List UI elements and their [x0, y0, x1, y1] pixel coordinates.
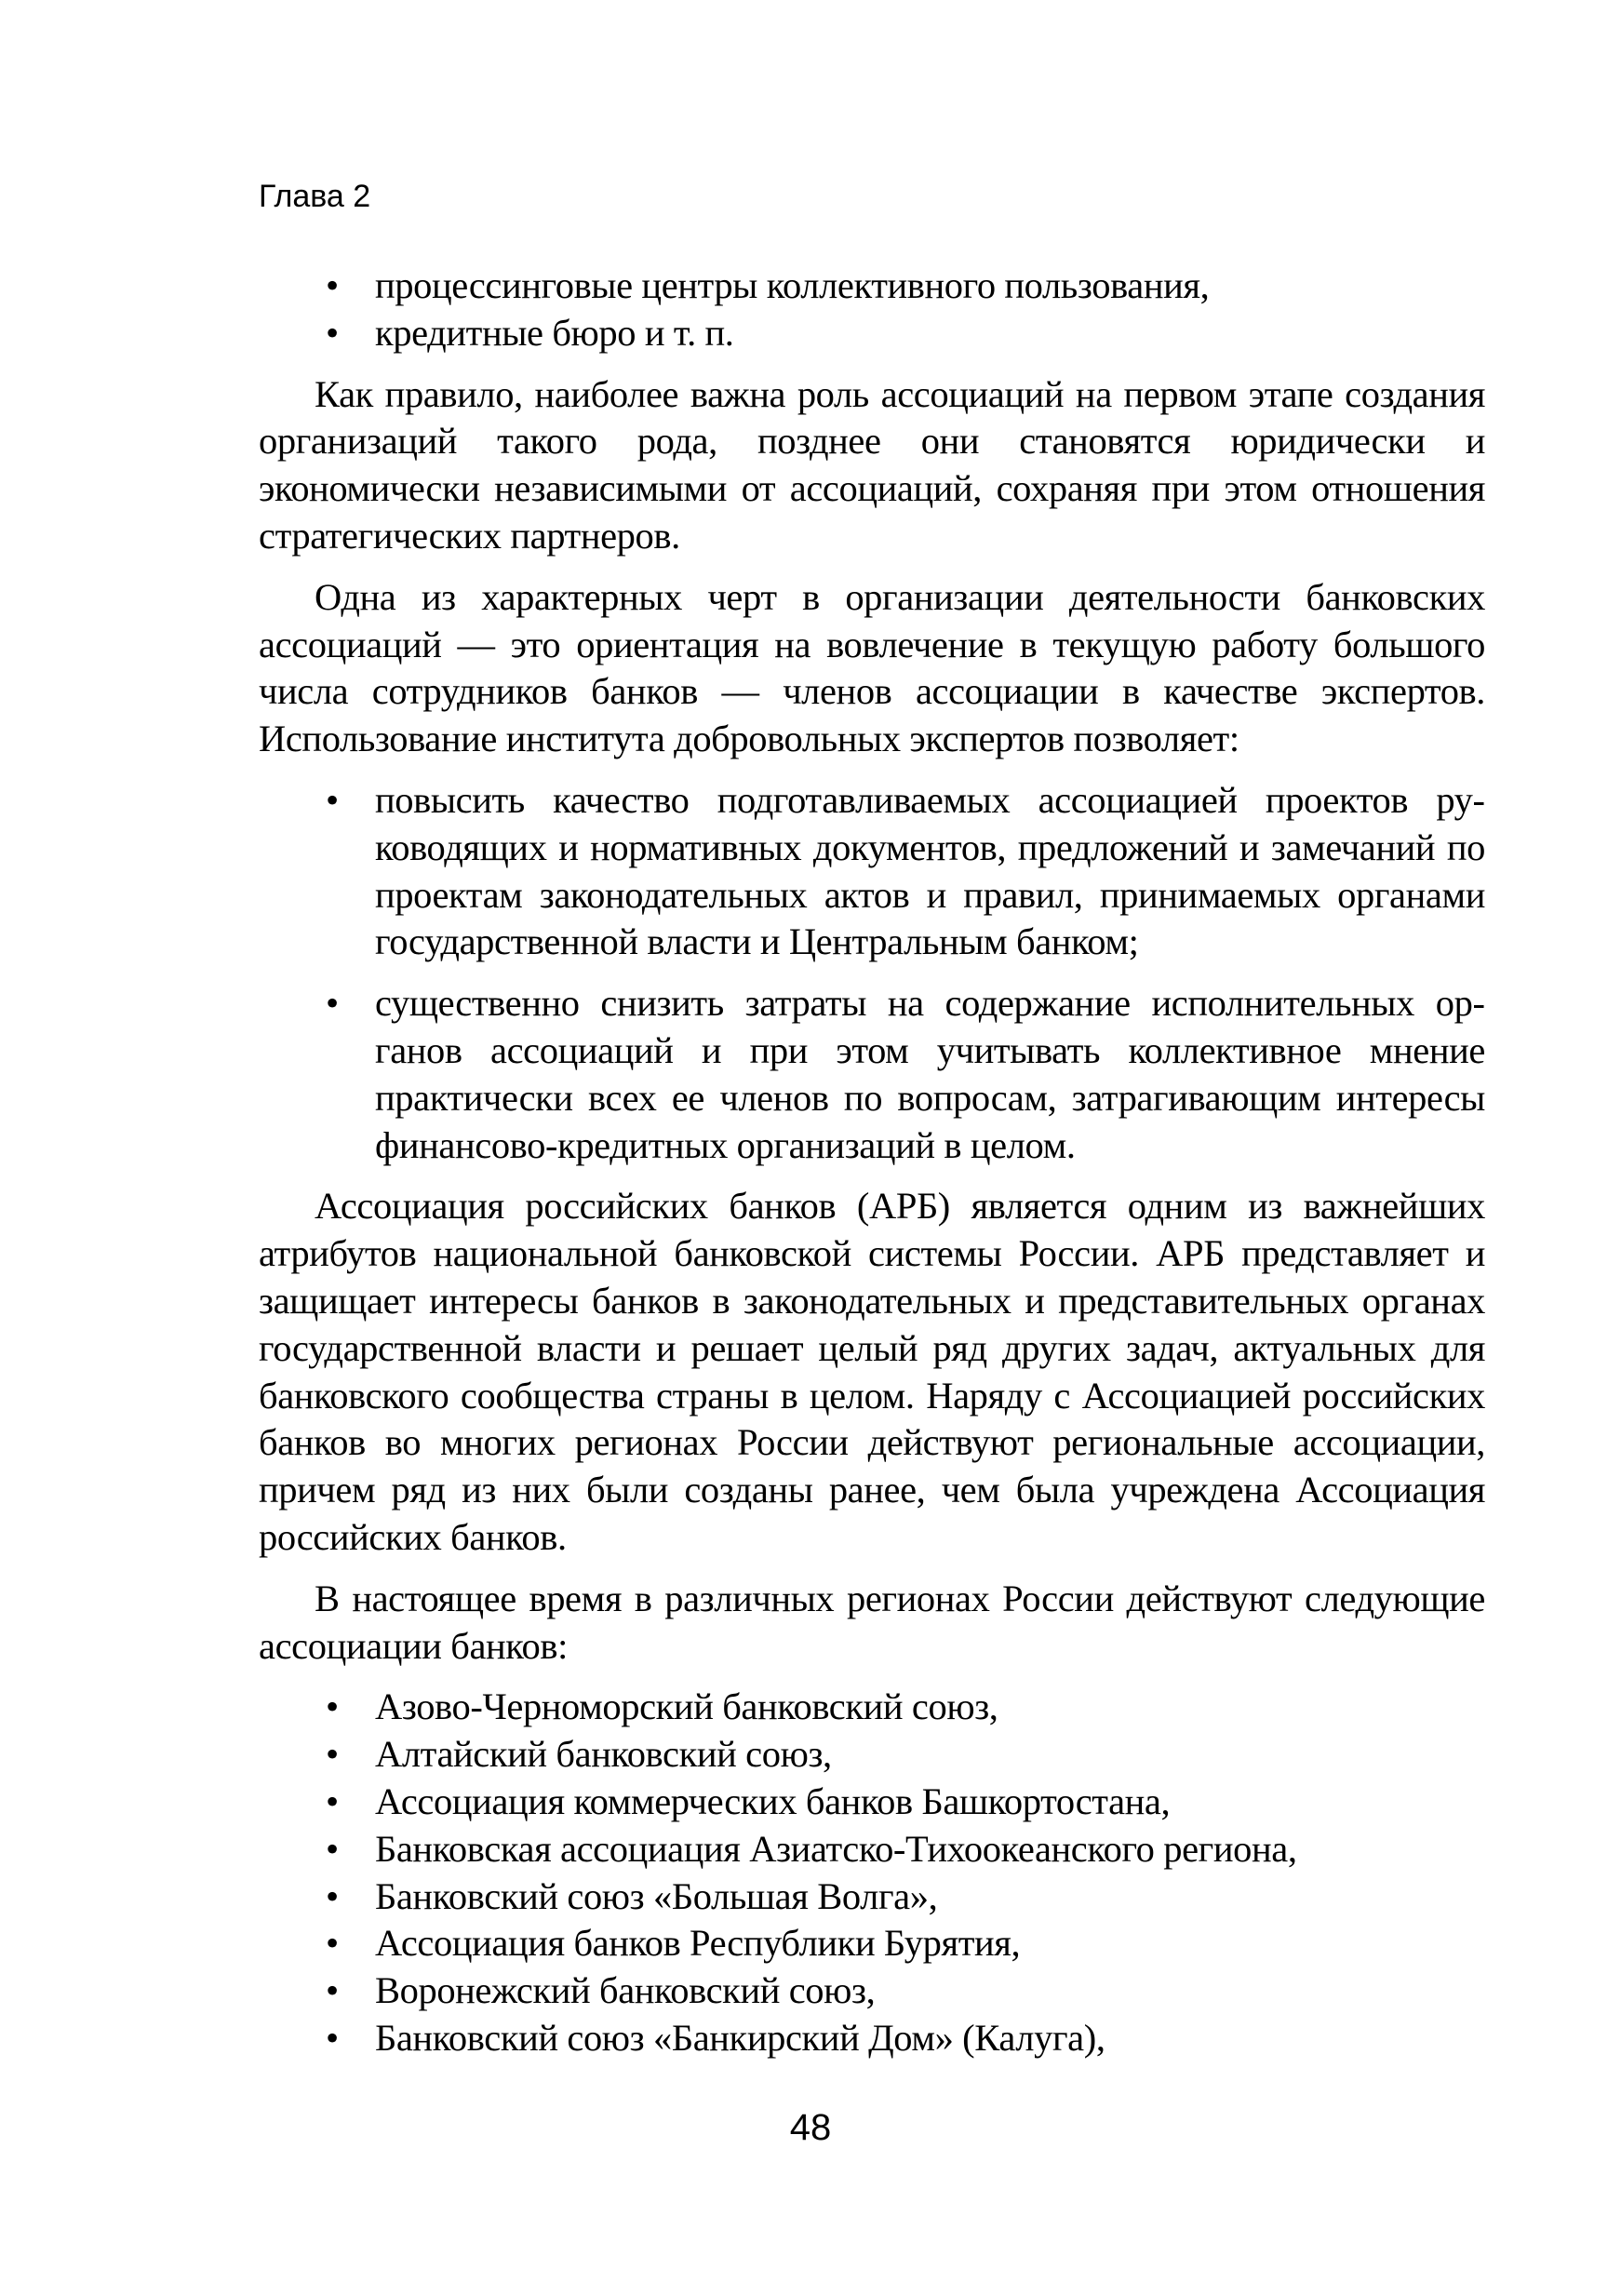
page-number: 48	[789, 2107, 832, 2148]
list-item-text: Ассоциация коммерческих банков Башкортостана,	[375, 1779, 1171, 1822]
spacer	[259, 1169, 1485, 1183]
list-item-text: Азово-Черноморский банковский союз,	[375, 1685, 998, 1728]
list-item	[259, 1873, 1485, 1921]
spacer	[259, 1670, 1485, 1684]
paragraph: В настоящее время в различных регионах России действуют следующие ассоциации банков:	[259, 1577, 1485, 1667]
list-item	[259, 2015, 1485, 2062]
list-item	[259, 262, 1485, 310]
list-item-text: Алтайский банковский союз,	[375, 1733, 832, 1776]
bullet-list-1	[259, 262, 1485, 357]
spacer	[259, 357, 1485, 371]
paragraph: Как правило, наиболее важна роль ассоциаций на первом этапе создания организаций такого рода, позднее они становятся юридически и экономически независимыми от ассоциаций, сохраняя при этом отношения стратегических партнеров.	[259, 372, 1485, 557]
bullet-icon: •	[326, 1874, 339, 1917]
list-item	[259, 1684, 1485, 1731]
list-item-text: Банковский союз «Большая Волга»,	[375, 1874, 938, 1917]
bullet-icon: •	[326, 311, 339, 354]
bullet-icon: •	[326, 778, 339, 821]
spacer	[259, 560, 1485, 574]
list-item-text: Банковская ассоциация Азиатско-Тихоокеанского региона,	[375, 1827, 1297, 1870]
bullet-icon: •	[326, 2016, 339, 2059]
bullet-icon: •	[326, 1969, 339, 2012]
bullet-icon: •	[326, 982, 339, 1025]
list-item	[259, 980, 1485, 1169]
list-item	[259, 1967, 1485, 2015]
bullet-icon: •	[326, 1779, 339, 1822]
spacer	[259, 763, 1485, 777]
bullet-icon: •	[326, 1827, 339, 1870]
list-item-text: Банковский союз «Банкирский Дом» (Калуга),	[375, 2016, 1105, 2059]
bullet-icon: •	[326, 1922, 339, 1965]
list-item	[259, 1731, 1485, 1779]
bullet-icon: •	[326, 264, 339, 306]
bullet-icon: •	[326, 1685, 339, 1728]
bullet-list-3	[259, 1684, 1485, 2061]
running-head: Глава 2	[259, 179, 371, 214]
list-item	[259, 1826, 1485, 1873]
list-item-text: существенно снизить затраты на содержание исполнительных органов ассоциаций и при этом учитывать коллективное мнение практически всех ее членов по вопросам, затрагивающим интересы финансово-кредитных организаций в целом.	[375, 982, 1485, 1166]
list-item-text: повысить качество подготавливаемых ассоциацией проектов руководящих и нормативных документов, предложений и замечаний по проектам законодательных актов и правил, принимаемых органами государственной власти и Центральным банком;	[375, 778, 1485, 963]
bullet-list-2	[259, 777, 1485, 1169]
list-item	[259, 777, 1485, 966]
list-item-text: процессинговые центры коллективного пользования,	[375, 264, 1210, 306]
spacer	[259, 1562, 1485, 1576]
paragraph: Ассоциация российских банков (АРБ) является одним из важнейших атрибутов национальной банковской системы России. АРБ представляет и защищает интересы банков в законодательных и представительных органах государственной власти и решает целый ряд других задач, актуальных для банковского сообщества страны в целом. Наряду с Ассоциацией российских банков во многих регионах России действуют региональные ассоциации, причем ряд из них были созданы ранее, чем была учреждена Ассоциация российских банков.	[259, 1185, 1485, 1558]
list-item-text: Воронежский банковский союз,	[375, 1969, 876, 2012]
list-item	[259, 310, 1485, 357]
paragraph: Одна из характерных черт в организации деятельности банковских ассоциаций — это ориентация на вовлечение в текущую работу большого числа сотрудников банков — членов ассоциации в качестве экспертов. Использование института добровольных экспертов позволяет:	[259, 575, 1485, 760]
list-item-text: кредитные бюро и т. п.	[375, 311, 734, 354]
list-item	[259, 1779, 1485, 1826]
list-item	[259, 1920, 1485, 1967]
list-item-text: Ассоциация банков Республики Бурятия,	[375, 1922, 1021, 1965]
spacer	[259, 966, 1485, 980]
body-text	[259, 262, 1485, 2062]
bullet-icon: •	[326, 1733, 339, 1776]
